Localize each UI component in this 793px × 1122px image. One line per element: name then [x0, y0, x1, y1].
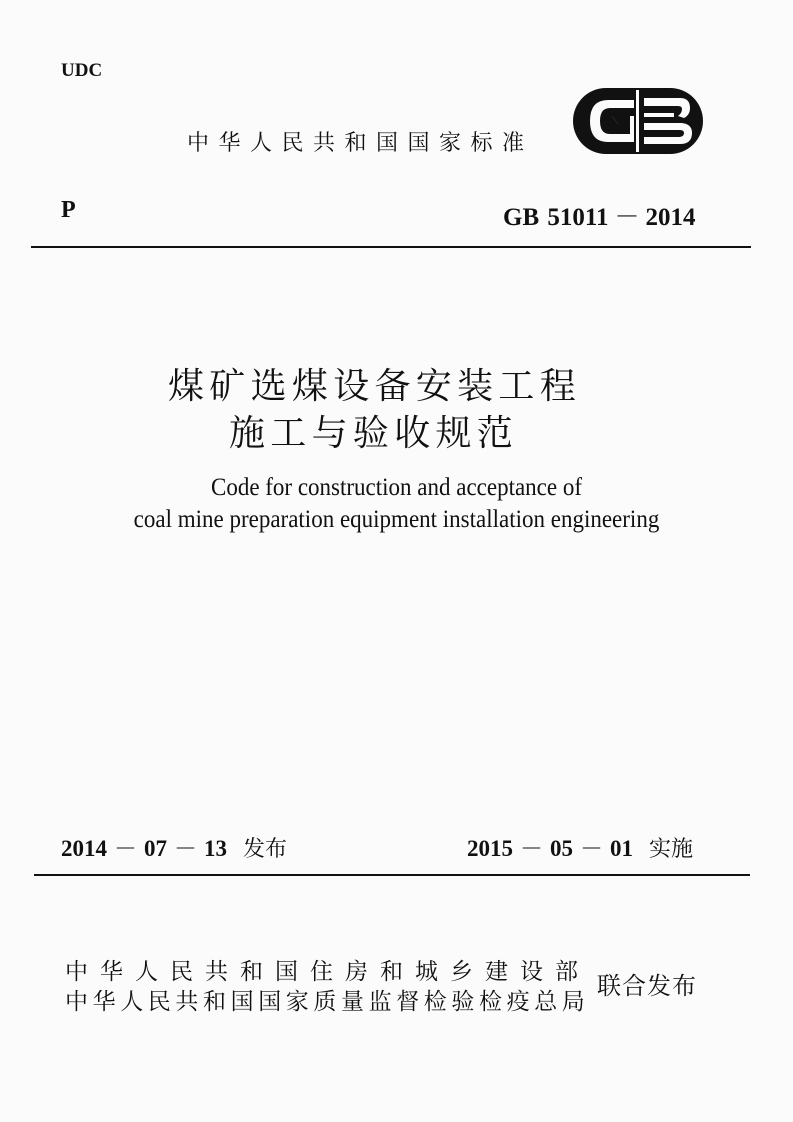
issue-month: 07 — [144, 836, 167, 861]
issue-day: 13 — [204, 836, 227, 861]
date-separator: － — [114, 836, 137, 861]
issue-date — [61, 830, 287, 863]
issue-label: 发布 — [243, 837, 288, 862]
date-separator: － — [580, 836, 603, 861]
joint-release-label: 联合发布 — [597, 972, 697, 1000]
standard-type-heading: 中华人民共和国国家标准 — [187, 131, 534, 156]
title-chinese-line-2: 施工与验收规范 — [229, 413, 519, 453]
implementation-year: 2015 — [467, 836, 513, 861]
title-english-line-2: coal mine preparation equipment installation engineering — [133, 506, 660, 533]
title-chinese-line-1: 煤矿选煤设备安装工程 — [168, 366, 582, 406]
implementation-month: 05 — [550, 836, 573, 861]
implementation-label: 实施 — [649, 837, 694, 862]
issue-year: 2014 — [61, 836, 107, 861]
issuer-aqsiq: 中华人民共和国国家质量监督检验检疫总局 — [65, 989, 590, 1015]
udc-label: UDC — [61, 60, 103, 81]
gb-logo-icon — [572, 86, 704, 156]
standard-number-prefix: GB — [503, 204, 540, 231]
implementation-date — [467, 830, 693, 863]
title-english-line-1: Code for construction and acceptance of — [210, 474, 583, 501]
implementation-day: 01 — [610, 836, 633, 861]
issuer-ministry-housing: 中华人民共和国住房和城乡建设部 — [65, 959, 590, 985]
standard-number-code: 51011 — [547, 204, 609, 231]
classification-code: P — [61, 197, 76, 223]
date-separator: － — [520, 836, 543, 861]
date-separator: － — [174, 836, 197, 861]
bottom-divider — [34, 874, 750, 876]
standard-number-separator: － — [614, 204, 640, 231]
top-divider — [31, 246, 751, 248]
standard-number-year: 2014 — [645, 204, 696, 231]
standard-number — [503, 197, 696, 233]
